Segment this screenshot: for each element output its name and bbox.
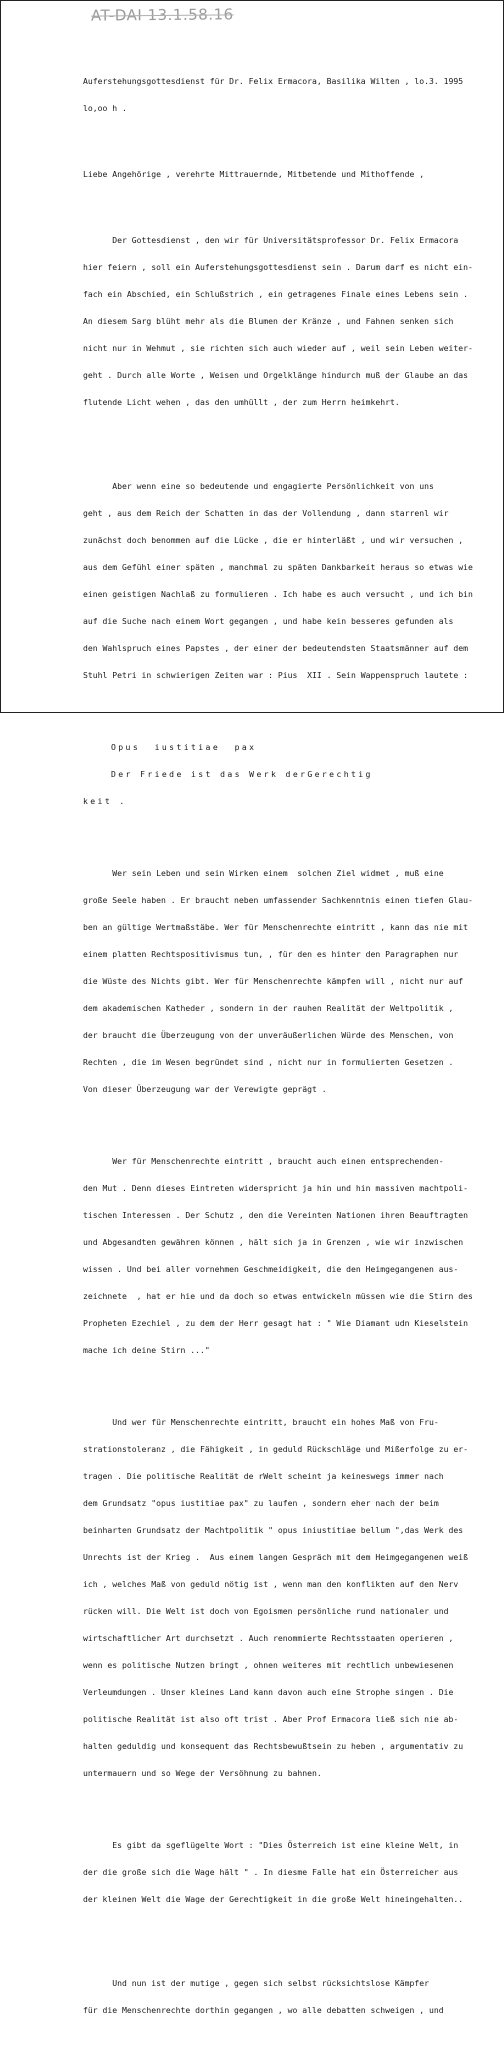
paragraph-6	[83, 1823, 493, 1922]
text-line: dem Grundsatz "opus iustitiae pax" zu laufen , sondern eher nach der beim	[83, 1498, 439, 1508]
text-line: der braucht die Überzeugung von der unveräußerlichen Würde des Menschen, von	[83, 1030, 454, 1040]
archive-stamp: AT-DAI 13.1.58.16	[90, 5, 234, 25]
paragraph-3	[83, 851, 493, 1112]
salutation: Liebe Angehörige , verehrte Mittrauernde, Mitbetende und Mithoffende ,	[83, 169, 425, 179]
text-line: Es gibt da sgeflügelte Wort : "Dies Österreich ist eine kleine Welt, in	[83, 1840, 459, 1850]
text-line: ben an gültige Wertmaßstäbe. Wer für Menschenrechte eintritt , kann das nie mit	[83, 922, 468, 932]
text-line: mache ich deine Stirn ..."	[83, 1345, 210, 1355]
text-line: Der Gottesdienst , den wir für Universitätsprofessor Dr. Felix Ermacora	[83, 235, 459, 245]
text-line: geht . Durch alle Worte , Weisen und Orgelklänge hindurch muß der Glaube an das	[83, 370, 468, 380]
text-line: aus dem Gefühl einer späten , manchmal zu späten Dankbarkeit heraus so etwas wie	[83, 562, 473, 572]
text-line: einem platten Rechtspositivismus tun, , für den es hinter den Paragraphen nur	[83, 949, 459, 959]
text-line: politische Realität ist also oft trist . Aber Prof Ermacora ließ sich nie ab-	[83, 1714, 459, 1724]
text-line: zeichnete , hat er hie und da doch so etwas entwickeln müssen wie die Stirn des	[83, 1291, 473, 1301]
text-line: nicht nur in Wehmut , sie richten sich auch wieder auf , weil sein Leben weiter-	[83, 343, 473, 353]
text-line: untermauern und so Wege der Versöhnung zu bahnen.	[83, 1768, 322, 1778]
motto-block	[83, 725, 493, 824]
text-line: strationstoleranz , die Fähigkeit , in geduld Rückschläge und Mißerfolge zu er-	[83, 1444, 468, 1454]
text-line: wirtschaftlicher Art durchsetzt . Auch renommierte Rechtsstaaten operieren ,	[83, 1633, 454, 1643]
text-line: einen geistigen Nachlaß zu formulieren . Ich habe es auch versucht , und ich bin	[83, 589, 473, 599]
text-line: Propheten Ezechiel , zu dem der Herr gesagt hat : " Wie Diamant udn Kieselstein	[83, 1318, 468, 1328]
heading-line: lo,oo h .	[83, 103, 127, 113]
text-line: Wer sein Leben und sein Wirken einem solchen Ziel widmet , muß eine	[83, 868, 444, 878]
text-line: und Abgesandten gewähren können , hält sich ja in Grenzen , wie wir inzwischen	[83, 1237, 464, 1247]
text-line: tischen Interessen . Der Schutz , den die Vereinten Nationen ihren Beauftragten	[83, 1210, 468, 1220]
text-line: wenn es politische Nutzen bringt , ohnen weiteres mit rechtlich unbewiesenen	[83, 1660, 454, 1670]
text-line: Und wer für Menschenrechte eintritt, braucht ein hohes Maß von Fru-	[83, 1417, 439, 1427]
text-line: auf die Suche nach einem Wort gegangen , und habe kein besseres gefunden als	[83, 616, 454, 626]
text-line: große Seele haben . Er braucht neben umfassender Sachkenntnis einen tiefen Glau-	[83, 895, 473, 905]
text-line: dem akademischen Katheder , sondern in der rauhen Realität der Weltpolitik ,	[83, 1003, 454, 1013]
paragraph-2	[83, 464, 493, 698]
text-line: rücken will. Die Welt ist doch von Egoismen persönliche rund nationaler und	[83, 1606, 449, 1616]
text-line: Wer für Menschenrechte eintritt , braucht auch einen entsprechenden-	[83, 1156, 444, 1166]
motto-german: Der Friede ist das Werk derGerechtig	[111, 769, 373, 779]
text-line: tragen . Die politische Realität de rWelt scheint ja keineswegs immer nach	[83, 1471, 444, 1481]
text-line: Unrechts ist der Krieg . Aus einem langen Gespräch mit dem Heimgegangenen weiß	[83, 1552, 468, 1562]
document-text	[83, 41, 493, 2051]
paragraph-7	[83, 1961, 493, 2033]
text-line: Aber wenn eine so bedeutende und engagierte Persönlichkeit von uns	[83, 481, 434, 491]
text-line: flutende Licht wehen , das den umhüllt , der zum Herrn heimkehrt.	[83, 397, 400, 407]
text-line: Rechten , die im Wesen begründet sind , nicht nur in formulierten Gesetzen .	[83, 1057, 454, 1067]
paragraph-1	[83, 218, 493, 425]
heading-line: Auferstehungsgottesdienst für Dr. Felix Ermacora, Basilika Wilten , lo.3. 1995	[83, 76, 464, 86]
text-line: der die große sich die Wage hält " . In diesme Falle hat ein Österreicher aus	[83, 1867, 459, 1877]
text-line: den Wahlspruch eines Papstes , der einer der bedeutendsten Staatsmänner auf dem	[83, 643, 468, 653]
text-line: hier feiern , soll ein Auferstehungsgottesdienst sein . Darum darf es nicht ein-	[83, 262, 473, 272]
text-line: Stuhl Petri in schwierigen Zeiten war : Pius XII . Sein Wappenspruch lautete :	[83, 670, 468, 680]
text-line: den Mut . Denn dieses Eintreten widerspricht ja hin und hin massiven machtpoli-	[83, 1183, 468, 1193]
text-line: wissen . Und bei aller vornehmen Geschmeidigkeit, die den Heimgegangenen aus-	[83, 1264, 459, 1274]
motto-latin: Opus iustitiae pax	[111, 742, 257, 752]
text-line: der kleinen Welt die Wage der Gerechtigkeit in die große Welt hineingehalten..	[83, 1894, 464, 1904]
document-heading	[83, 59, 493, 131]
text-line: zunächst doch benommen auf die Lücke , die er hinterläßt , und wir versuchen ,	[83, 535, 464, 545]
text-line: fach ein Abschied, ein Schlußstrich , ein getragenes Finale eines Lebens sein .	[83, 289, 468, 299]
text-line: geht , aus dem Reich der Schatten in das der Vollendung , dann starrenl wir	[83, 508, 449, 518]
text-line: die Wüste des Nichts gibt. Wer für Menschenrechte kämpfen will , nicht nur auf	[83, 976, 464, 986]
text-line: ich , welches Maß von geduld nötig ist , wenn man den konflikten auf den Nerv	[83, 1579, 459, 1589]
paragraph-4	[83, 1139, 493, 1373]
text-line: Und nun ist der mutige , gegen sich selbst rücksichtslose Kämpfer	[83, 1978, 429, 1988]
motto-german-end: keit .	[83, 796, 127, 806]
paragraph-5	[83, 1400, 493, 1796]
text-line: halten geduldig und konsequent das Rechtsbewußtsein zu heben , argumentativ zu	[83, 1741, 464, 1751]
text-line: Verleumdungen . Unser kleines Land kann davon auch eine Strophe singen . Die	[83, 1687, 454, 1697]
text-line: An diesem Sarg blüht mehr als die Blumen der Kränze , und Fahnen senken sich	[83, 316, 454, 326]
text-line: Von dieser Überzeugung war der Verewigte geprägt .	[83, 1084, 327, 1094]
text-line: beinharten Grundsatz der Machtpolitik " opus iniustitiae bellum ",das Werk des	[83, 1525, 464, 1535]
text-line: für die Menschenrechte dorthin gegangen , wo alle debatten schweigen , und	[83, 2005, 444, 2015]
